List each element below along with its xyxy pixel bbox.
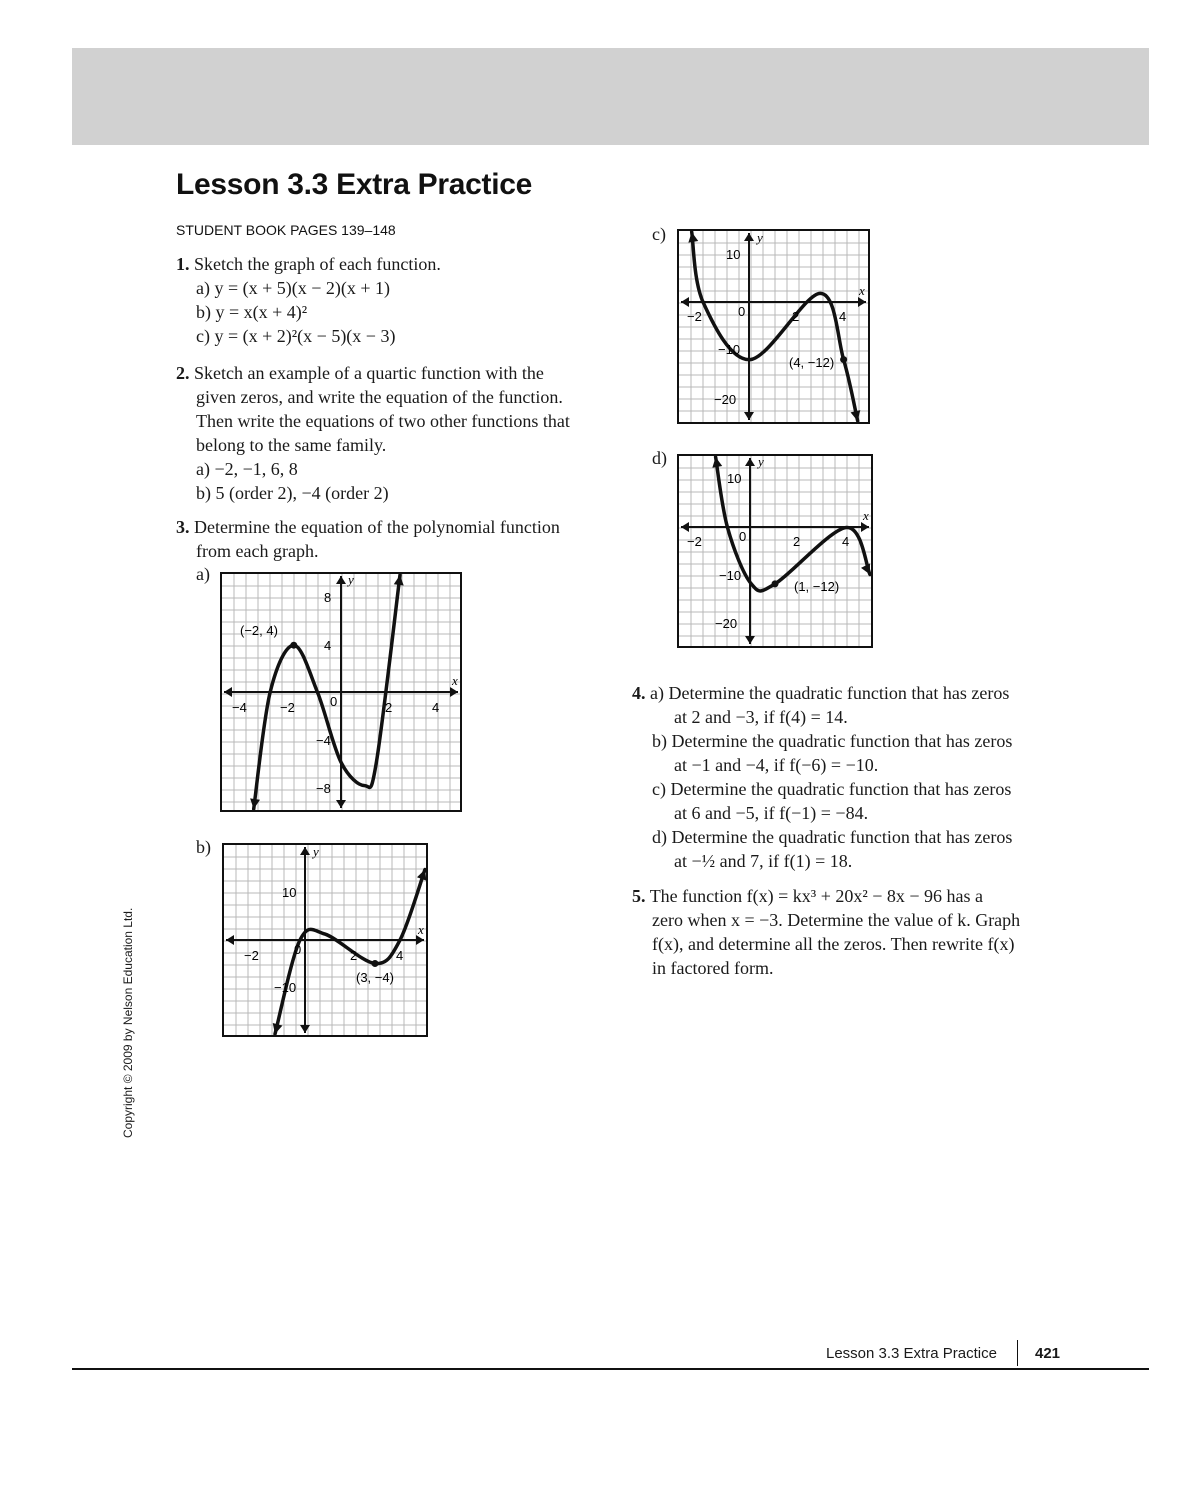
graph-a-label: a) — [196, 564, 210, 584]
student-book-pages: STUDENT BOOK PAGES 139–148 — [176, 222, 396, 238]
question-number: 2. — [176, 363, 190, 383]
y-tick-label: 10 — [726, 247, 741, 262]
question-line: f(x), and determine all the zeros. Then rewrite f(x) — [652, 934, 1015, 954]
question-stem: belong to the same family. — [196, 435, 387, 455]
y-tick-label: −20 — [714, 392, 737, 407]
page-number: 421 — [1035, 1345, 1061, 1362]
y-axis-label: y — [758, 454, 764, 469]
graph-b — [222, 843, 428, 1037]
graph-d-label: d) — [652, 448, 667, 468]
question-stem: given zeros, and write the equation of the function. — [196, 387, 563, 407]
x-tick-label: 2 — [793, 534, 801, 549]
question-line: at 2 and −3, if f(4) = 14. — [674, 707, 848, 727]
y-axis-label: y — [757, 230, 763, 245]
y-tick-label: −10 — [718, 342, 741, 357]
question-line: at −½ and 7, if f(1) = 18. — [674, 851, 853, 871]
question-part: c) y = (x + 2)²(x − 5)(x − 3) — [196, 326, 396, 346]
graph-c — [677, 229, 870, 424]
x-tick-label: 4 — [432, 700, 440, 715]
footer-lesson-title: Lesson 3.3 Extra Practice — [826, 1345, 997, 1362]
y-tick-label: −8 — [316, 781, 331, 796]
x-tick-label: 4 — [842, 534, 850, 549]
graph-grid — [679, 456, 871, 646]
y-tick-label: 8 — [324, 590, 332, 605]
x-tick-label: 4 — [839, 309, 847, 324]
point-label: (−2, 4) — [240, 623, 278, 638]
question-3 — [176, 515, 560, 563]
question-stem: Sketch the graph of each function. — [194, 254, 441, 274]
x-tick-label: 0 — [739, 529, 747, 544]
x-tick-label: 2 — [350, 948, 358, 963]
graph-c-label: c) — [652, 224, 666, 244]
question-part: b) y = x(x + 4)² — [196, 302, 308, 322]
highlighted-point — [840, 356, 847, 363]
x-tick-label: 0 — [294, 942, 302, 957]
y-tick-label: −4 — [316, 733, 331, 748]
x-tick-label: 2 — [792, 309, 800, 324]
x-axis-label: x — [452, 673, 458, 688]
question-line: at 6 and −5, if f(−1) = −84. — [674, 803, 869, 823]
question-part: b) 5 (order 2), −4 (order 2) — [196, 483, 389, 503]
x-tick-label: −4 — [232, 700, 247, 715]
footer-separator — [1017, 1340, 1018, 1366]
question-part: a) −2, −1, 6, 8 — [196, 459, 298, 479]
question-part: b) Determine the quadratic function that has zeros — [652, 731, 1013, 751]
question-stem: from each graph. — [196, 541, 319, 561]
graph-d — [677, 454, 873, 648]
question-part: d) Determine the quadratic function that has zeros — [652, 827, 1013, 847]
y-tick-label: 10 — [727, 471, 742, 486]
question-line: The function f(x) = kx³ + 20x² − 8x − 96 has a — [649, 886, 984, 906]
highlighted-point — [772, 580, 779, 587]
x-axis-label: x — [863, 508, 869, 523]
x-tick-label: −2 — [687, 534, 702, 549]
point-label: (4, −12) — [789, 355, 835, 370]
x-tick-label: −2 — [244, 948, 259, 963]
x-tick-label: 0 — [738, 304, 746, 319]
question-1 — [176, 252, 441, 348]
question-part: a) Determine the quadratic function that has zeros — [650, 683, 1010, 703]
question-part: c) Determine the quadratic function that has zeros — [652, 779, 1012, 799]
question-number: 1. — [176, 254, 190, 274]
copyright-notice: Copyright © 2009 by Nelson Education Ltd. — [121, 907, 135, 1138]
graph-a — [220, 572, 462, 812]
question-5 — [632, 884, 1020, 980]
point-label: (1, −12) — [794, 579, 840, 594]
y-tick-label: 10 — [282, 885, 297, 900]
question-line: in factored form. — [652, 958, 774, 978]
question-part: a) y = (x + 5)(x − 2)(x + 1) — [196, 278, 391, 298]
y-tick-label: 4 — [324, 638, 332, 653]
x-tick-label: −2 — [280, 700, 295, 715]
footer-rule — [72, 1368, 1149, 1370]
highlighted-point — [372, 960, 379, 967]
x-tick-label: 2 — [385, 700, 393, 715]
question-stem: Determine the equation of the polynomial function — [194, 517, 560, 537]
y-tick-label: −10 — [719, 568, 742, 583]
question-number: 5. — [632, 886, 646, 906]
question-number: 4. — [632, 683, 646, 703]
graph-b-label: b) — [196, 837, 211, 857]
x-tick-label: −2 — [687, 309, 702, 324]
x-tick-label: 4 — [396, 948, 404, 963]
question-number: 3. — [176, 517, 190, 537]
question-2 — [176, 361, 570, 505]
y-tick-label: −20 — [715, 616, 738, 631]
graph-grid — [679, 231, 868, 422]
y-tick-label: −10 — [274, 980, 297, 995]
x-axis-label: x — [859, 283, 865, 298]
question-line: zero when x = −3. Determine the value of k. Graph — [652, 910, 1021, 930]
question-4 — [632, 681, 1012, 873]
x-tick-label: 0 — [330, 694, 338, 709]
y-axis-label: y — [313, 844, 319, 859]
y-axis-label: y — [348, 572, 354, 587]
point-label: (3, −4) — [356, 970, 394, 985]
question-stem: Sketch an example of a quartic function with the — [194, 363, 544, 383]
question-stem: Then write the equations of two other functions that — [196, 411, 570, 431]
header-banner — [72, 48, 1149, 145]
page-title: Lesson 3.3 Extra Practice — [176, 168, 533, 201]
highlighted-point — [290, 642, 297, 649]
question-line: at −1 and −4, if f(−6) = −10. — [674, 755, 879, 775]
x-axis-label: x — [418, 922, 424, 937]
